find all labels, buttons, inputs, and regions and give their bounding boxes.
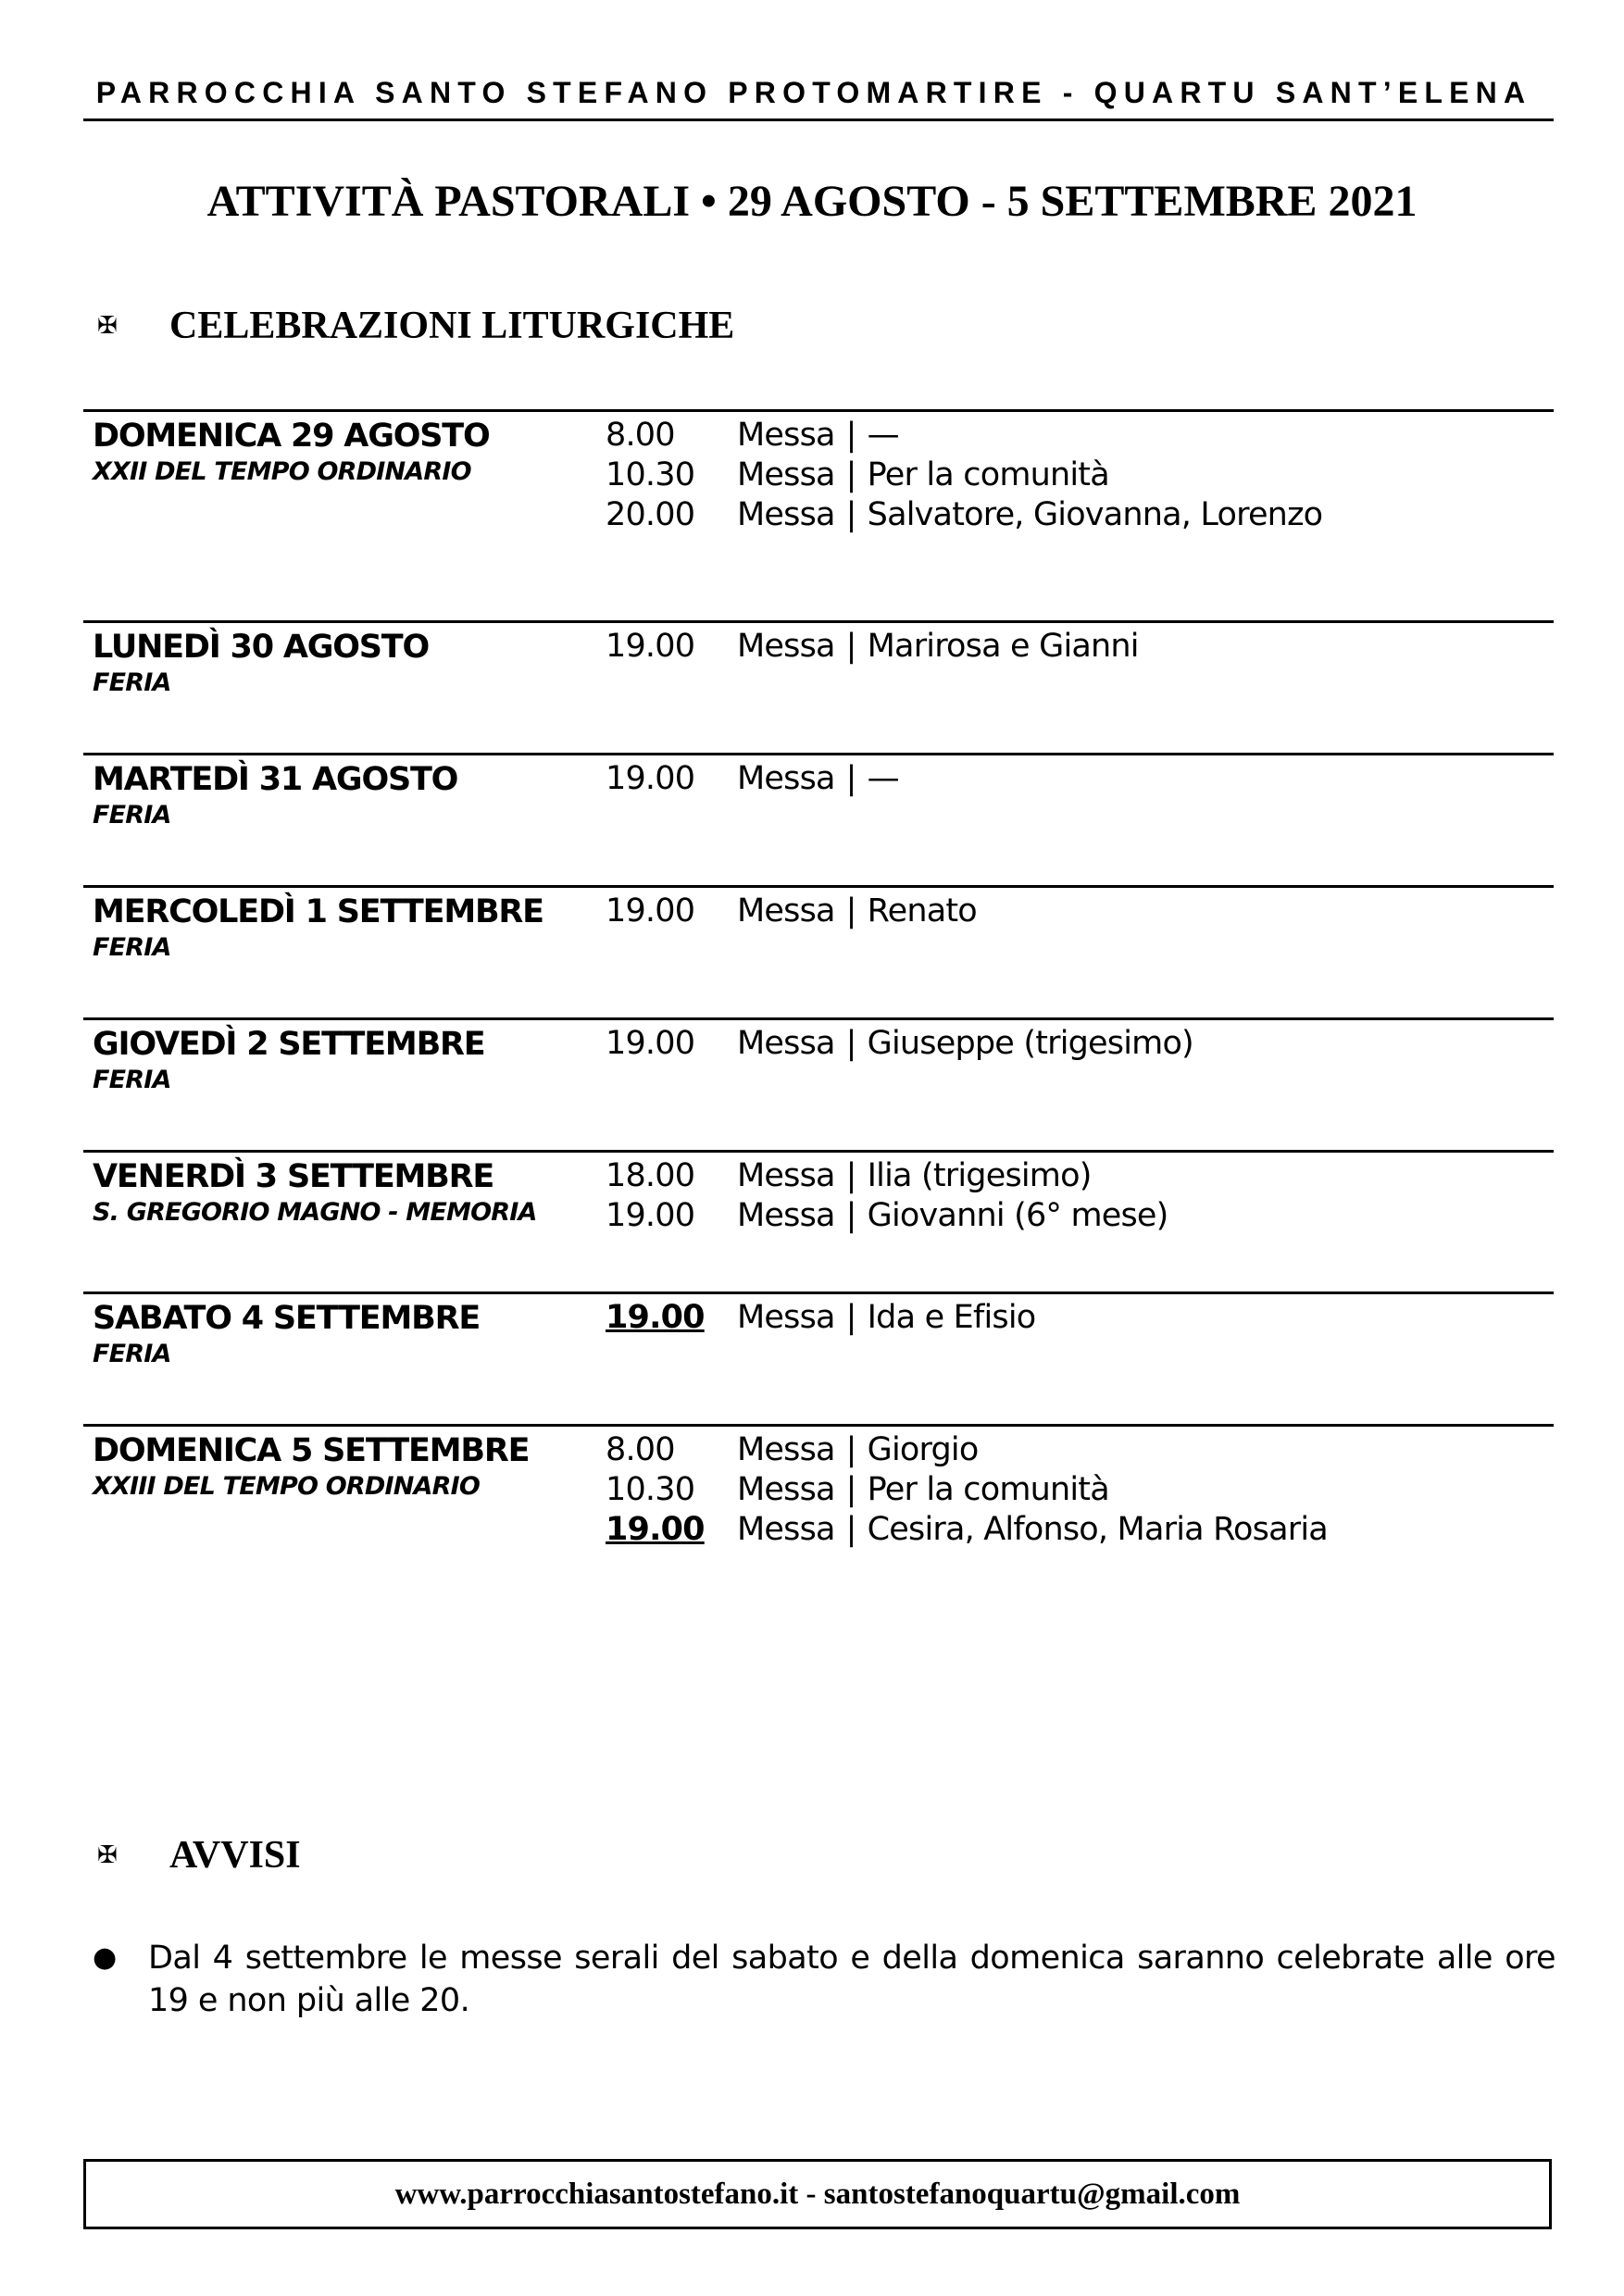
mass-intention: — <box>867 760 899 797</box>
day-name: DOMENICA 5 SETTEMBRE <box>93 1432 530 1469</box>
parish-header: PARROCCHIA SANTO STEFANO PROTOMARTIRE - QUARTU SANT’ELENA <box>95 76 1532 109</box>
mass-intention: Ida e Efisio <box>867 1299 1036 1336</box>
day-subtitle: FERIA <box>93 668 171 697</box>
separator: | <box>845 892 856 930</box>
day-block <box>83 620 1554 749</box>
mass-row <box>606 1430 1328 1470</box>
mass-type: Messa <box>737 1197 835 1234</box>
separator: | <box>845 496 856 533</box>
section-liturgy-heading <box>97 304 734 348</box>
separator: | <box>845 1299 856 1336</box>
mass-type: Messa <box>737 417 835 454</box>
mass-intention: Giuseppe (trigesimo) <box>867 1025 1193 1062</box>
mass-intention: Cesira, Alfonso, Maria Rosaria <box>867 1511 1328 1548</box>
mass-time: 19.00 <box>606 760 695 797</box>
notice-item <box>93 1937 1555 2022</box>
day-block <box>83 885 1554 1014</box>
mass-row <box>606 416 1322 455</box>
mass-type: Messa <box>737 496 835 533</box>
separator: | <box>845 1025 856 1062</box>
mass-time: 19.00 <box>606 1025 695 1062</box>
day-block <box>83 1424 1554 1593</box>
mass-intention: Ilia (trigesimo) <box>867 1157 1092 1194</box>
mass-row <box>606 1510 1328 1550</box>
separator: | <box>845 1471 856 1508</box>
mass-time: 10.30 <box>606 456 695 493</box>
mass-time: 19.00 <box>606 1197 695 1234</box>
mass-time: 10.30 <box>606 1471 695 1508</box>
mass-intention: Per la comunità <box>867 1471 1109 1508</box>
day-subtitle: FERIA <box>93 1340 171 1368</box>
footer-contact: www.parrocchiasantostefano.it - santostefanoquartu@gmail.com <box>394 2177 1241 2211</box>
mass-type: Messa <box>737 1511 835 1548</box>
day-name: MARTEDÌ 31 AGOSTO <box>93 761 458 798</box>
separator: | <box>845 1157 856 1194</box>
day-block <box>83 1292 1554 1420</box>
mass-row <box>606 1156 1168 1196</box>
day-block <box>83 753 1554 881</box>
notice-text: Dal 4 settembre le messe serali del sabato e della domenica saranno celebrate alle ore 19 e non più alle 20. <box>148 1940 1555 2019</box>
mass-row <box>606 1470 1328 1510</box>
mass-type: Messa <box>737 1299 835 1336</box>
mass-type: Messa <box>737 1431 835 1468</box>
day-subtitle: XXIII DEL TEMPO ORDINARIO <box>93 1472 480 1501</box>
mass-time-changed: 19.00 <box>606 1299 705 1336</box>
mass-row <box>606 495 1322 535</box>
mass-type: Messa <box>737 1157 835 1194</box>
mass-intention: Giorgio <box>867 1431 979 1468</box>
section-liturgy-title: CELEBRAZIONI LITURGICHE <box>169 305 735 347</box>
bullet-icon: ● <box>93 1941 117 1974</box>
day-block <box>83 1150 1554 1292</box>
mass-time: 19.00 <box>606 628 695 665</box>
day-subtitle: FERIA <box>93 1066 171 1094</box>
mass-row <box>606 627 1139 667</box>
header-rule <box>83 119 1554 121</box>
cross-icon: ✠ <box>97 1841 118 1869</box>
separator: | <box>845 628 856 665</box>
day-name: DOMENICA 29 AGOSTO <box>93 418 490 455</box>
day-subtitle: S. GREGORIO MAGNO - MEMORIA <box>93 1198 537 1227</box>
mass-intention: Marirosa e Gianni <box>867 628 1139 665</box>
cross-icon: ✠ <box>97 312 118 340</box>
separator: | <box>845 1431 856 1468</box>
mass-row <box>606 892 977 931</box>
day-name: LUNEDÌ 30 AGOSTO <box>93 629 430 666</box>
mass-type: Messa <box>737 628 835 665</box>
mass-type: Messa <box>737 1025 835 1062</box>
section-notices-heading <box>97 1833 301 1878</box>
mass-type: Messa <box>737 760 835 797</box>
mass-time: 18.00 <box>606 1157 695 1194</box>
mass-row <box>606 1196 1168 1236</box>
day-block <box>83 1017 1554 1146</box>
mass-type: Messa <box>737 1471 835 1508</box>
separator: | <box>845 456 856 493</box>
mass-type: Messa <box>737 892 835 930</box>
mass-row <box>606 1298 1035 1338</box>
mass-type: Messa <box>737 456 835 493</box>
mass-row <box>606 759 899 799</box>
day-name: MERCOLEDÌ 1 SETTEMBRE <box>93 893 543 930</box>
mass-intention: Giovanni (6° mese) <box>867 1197 1168 1234</box>
day-name: VENERDÌ 3 SETTEMBRE <box>93 1158 494 1195</box>
footer-contact-box <box>83 2159 1552 2229</box>
day-subtitle: XXII DEL TEMPO ORDINARIO <box>93 457 471 486</box>
mass-time: 20.00 <box>606 496 695 533</box>
mass-row <box>606 1024 1193 1064</box>
page-title: ATTIVITÀ PASTORALI • 29 AGOSTO - 5 SETTEMBRE 2021 <box>206 177 1418 226</box>
mass-time: 8.00 <box>606 417 675 454</box>
separator: | <box>845 417 856 454</box>
section-notices-title: AVVISI <box>169 1834 301 1877</box>
mass-intention: Salvatore, Giovanna, Lorenzo <box>867 496 1323 533</box>
mass-time: 8.00 <box>606 1431 675 1468</box>
day-name: GIOVEDÌ 2 SETTEMBRE <box>93 1026 485 1063</box>
day-block <box>83 409 1554 618</box>
mass-row <box>606 455 1322 495</box>
mass-intention: Per la comunità <box>867 456 1109 493</box>
separator: | <box>845 760 856 797</box>
day-subtitle: FERIA <box>93 933 171 962</box>
separator: | <box>845 1511 856 1548</box>
mass-intention: Renato <box>867 892 977 930</box>
mass-time-changed: 19.00 <box>606 1511 705 1548</box>
mass-time: 19.00 <box>606 892 695 930</box>
day-subtitle: FERIA <box>93 801 171 830</box>
mass-intention: — <box>867 417 899 454</box>
day-name: SABATO 4 SETTEMBRE <box>93 1300 481 1337</box>
separator: | <box>845 1197 856 1234</box>
